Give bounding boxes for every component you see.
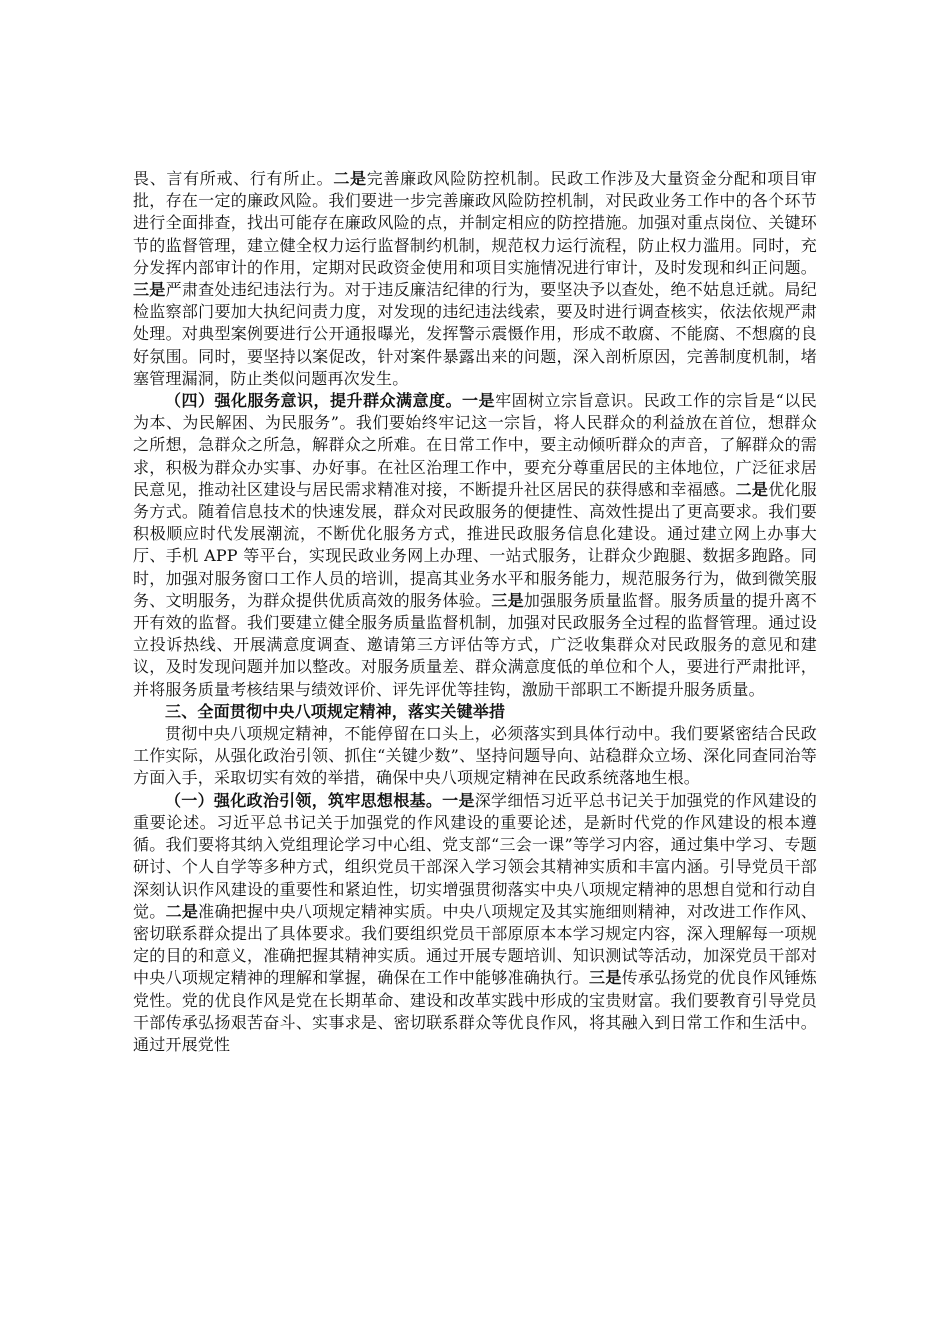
bold-text-run: 三是 bbox=[491, 590, 524, 610]
text-run: 畏、言有所戒、行有所止。 bbox=[133, 169, 334, 188]
text-run: 加强服务质量监督。服务质量的提升离不开有效的监督。我们要建立健全服务质量监督机制，加强对民政服务全过程的监督管理。通过设立投诉热线、开展满意度调查、邀请第三方评估等方式，广泛收集群众对民政服务的意见和建议，及时发现问题并加以整改。对服务质量差、群众满意度低的单位和个人，要进行严肃批评，并将服务质量考核结果与绩效评价、评先评优等挂钩，激励干部职工不断提升服务质量。 bbox=[133, 590, 817, 699]
bold-text-run: 三、全面贯彻中央八项规定精神，落实关键举措 bbox=[165, 701, 506, 721]
text-run: 贯彻中央八项规定精神，不能停留在口头上，必须落实到具体行动中。我们要紧密结合民政工作实际，从强化政治引领、抓住“关键少数”、坚持问题导向、站稳群众立场、深化同查同治等方面入手，采取切实有效的举措，确保中央八项规定精神在民政系统落地生根。 bbox=[133, 724, 817, 788]
bold-text-run: 二是 bbox=[165, 901, 199, 921]
text-run: 完善廉政风险防控机制。民政工作涉及大量资金分配和项目审批，存在一定的廉政风险。我们要进一步完善廉政风险防控机制，对民政业务工作中的各个环节进行全面排查，找出可能存在廉政风险的点，并制定相应的防控措施。加强对重点岗位、关键环节的监督管理，建立健全权力运行监督制约机制，规范权力运行流程，防止权力滥用。同时，充分发挥内部审计的作用，定期对民政资金使用和项目实施情况进行审计，及时发现和纠正问题。 bbox=[133, 169, 817, 277]
bold-text-run: （四）强化服务意识，提升群众满意度。 bbox=[165, 391, 463, 411]
document-page bbox=[133, 168, 817, 1056]
text-run: 优化服务方式。随着信息技术的快速发展，群众对民政服务的便捷性、高效性提出了更高要求。我们要积极顺应时代发展潮流，不断优化服务方式，推进民政服务信息化建设。通过建立网上办事大厅、手机 APP 等平台，实现民政业务网上办理、一站式服务，让群众少跑腿、数据多跑路。同时，加强对服务窗口工作人员的培训，提高其业务水平和服务能力，规范服务行为，做到微笑服务、文明服务，为群众提供优质高效的服务体验。 bbox=[133, 479, 817, 610]
bold-text-run: （一）强化政治引领，筑牢思想根基。 bbox=[165, 790, 443, 810]
text-run: 传承弘扬党的优良作风锤炼党性。党的优良作风是党在长期革命、建设和改革实践中形成的宝贵财富。我们要教育引导党员干部传承弘扬艰苦奋斗、实事求是、密切联系群众等优良作风，将其融入到日常工作和生活中。通过开展党性 bbox=[133, 968, 817, 1054]
paragraph bbox=[133, 168, 817, 390]
paragraph bbox=[133, 390, 817, 701]
bold-text-run: 三是 bbox=[133, 280, 166, 300]
bold-text-run: 二是 bbox=[735, 479, 769, 499]
section-heading bbox=[133, 701, 817, 723]
text-run: 严肃查处违纪违法行为。对于违反廉洁纪律的行为，要坚决予以查处，绝不姑息迁就。局纪检监察部门要加大执纪问责力度，对发现的违纪违法线索，要及时进行调查核实，依法依规严肃处理。对典型案例要进行公开通报曝光，发挥警示震慑作用，形成不敢腐、不能腐、不想腐的良好氛围。同时，要坚持以案促改，针对案件暴露出来的问题，深入剖析原因，完善制度机制，堵塞管理漏洞，防止类似问题再次发生。 bbox=[133, 280, 817, 388]
bold-text-run: 二是 bbox=[333, 169, 367, 188]
bold-text-run: 一是 bbox=[442, 790, 475, 810]
bold-text-run: 一是 bbox=[462, 391, 496, 411]
paragraph bbox=[133, 723, 817, 790]
paragraph bbox=[133, 790, 817, 1056]
bold-text-run: 三是 bbox=[589, 968, 622, 988]
text-run: 牢固树立宗旨意识。民政工作的宗旨是“以民为本、为民解困、为民服务”。我们要始终牢记这一宗旨，将人民群众的利益放在首位，想群众之所想，急群众之所急，解群众之所难。在日常工作中，要主动倾听群众的声音，了解群众的需求，积极为群众办实事、办好事。在社区治理工作中，要充分尊重居民的主体地位，广泛征求居民意见，推动社区建设与居民需求精准对接，不断提升社区居民的获得感和幸福感。 bbox=[133, 391, 817, 499]
text-run: 深学细悟习近平总书记关于加强党的作风建设的重要论述。习近平总书记关于加强党的作风建设的重要论述，是新时代党的作风建设的根本遵循。我们要将其纳入党组理论学习中心组、党支部“三会一课”等学习内容，通过集中学习、专题研讨、个人自学等多种方式，组织党员干部深入学习领会其精神实质和丰富内涵。引导党员干部深刻认识作风建设的重要性和紧迫性，切实增强贯彻落实中央八项规定精神的思想自觉和行动自觉。 bbox=[133, 790, 817, 921]
text-run: 准确把握中央八项规定精神实质。中央八项规定及其实施细则精神，对改进工作作风、密切联系群众提出了具体要求。我们要组织党员干部原原本本学习规定内容，深入理解每一项规定的目的和意义，准确把握其精神实质。通过开展专题培训、知识测试等活动，加深党员干部对中央八项规定精神的理解和掌握，确保在工作中能够准确执行。 bbox=[133, 901, 817, 988]
